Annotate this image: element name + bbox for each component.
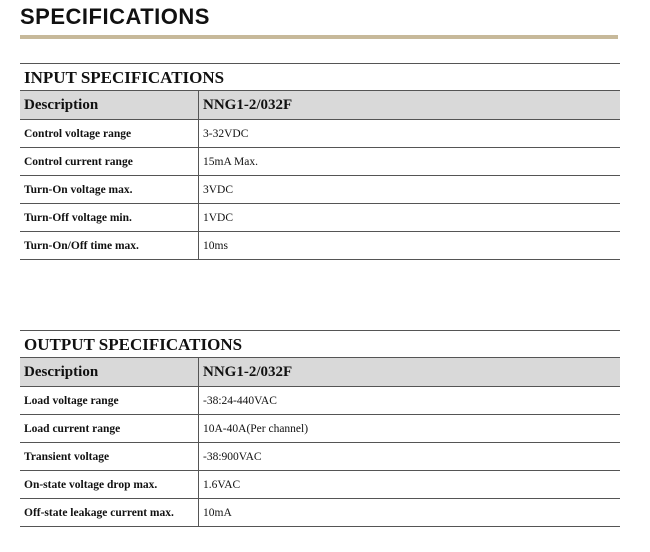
row-label: Load voltage range — [20, 387, 199, 415]
row-value: 3-32VDC — [199, 120, 621, 148]
row-label: Control voltage range — [20, 120, 199, 148]
row-value: 1VDC — [199, 204, 621, 232]
table-row — [20, 176, 620, 204]
input-specifications-table — [20, 63, 620, 260]
row-label: On-state voltage drop max. — [20, 471, 199, 499]
row-label: Load current range — [20, 415, 199, 443]
row-value: 15mA Max. — [199, 148, 621, 176]
row-value: 1.6VAC — [199, 471, 621, 499]
row-label: Transient voltage — [20, 443, 199, 471]
row-label: Turn-Off voltage min. — [20, 204, 199, 232]
row-label: Off-state leakage current max. — [20, 499, 199, 527]
row-label: Control current range — [20, 148, 199, 176]
output-table-heading: OUTPUT SPECIFICATIONS — [20, 330, 620, 357]
header-row — [20, 358, 620, 387]
header-row — [20, 91, 620, 120]
input-table-heading: INPUT SPECIFICATIONS — [20, 63, 620, 90]
row-value: 10mA — [199, 499, 621, 527]
table-row — [20, 471, 620, 499]
column-header-model: NNG1-2/032F — [199, 91, 621, 120]
table-row — [20, 415, 620, 443]
title-divider — [20, 35, 618, 39]
table-row — [20, 232, 620, 260]
row-label: Turn-On/Off time max. — [20, 232, 199, 260]
table-row — [20, 443, 620, 471]
row-value: 10ms — [199, 232, 621, 260]
page-title: SPECIFICATIONS — [20, 4, 210, 29]
output-specifications-table — [20, 330, 620, 527]
column-header-description: Description — [20, 358, 199, 387]
table-row — [20, 204, 620, 232]
row-label: Turn-On voltage max. — [20, 176, 199, 204]
row-value: -38:900VAC — [199, 443, 621, 471]
row-value: -38:24-440VAC — [199, 387, 621, 415]
column-header-model: NNG1-2/032F — [199, 358, 621, 387]
column-header-description: Description — [20, 91, 199, 120]
row-value: 10A-40A(Per channel) — [199, 415, 621, 443]
table-row — [20, 148, 620, 176]
table-row — [20, 499, 620, 527]
table-row — [20, 387, 620, 415]
table-row — [20, 120, 620, 148]
row-value: 3VDC — [199, 176, 621, 204]
